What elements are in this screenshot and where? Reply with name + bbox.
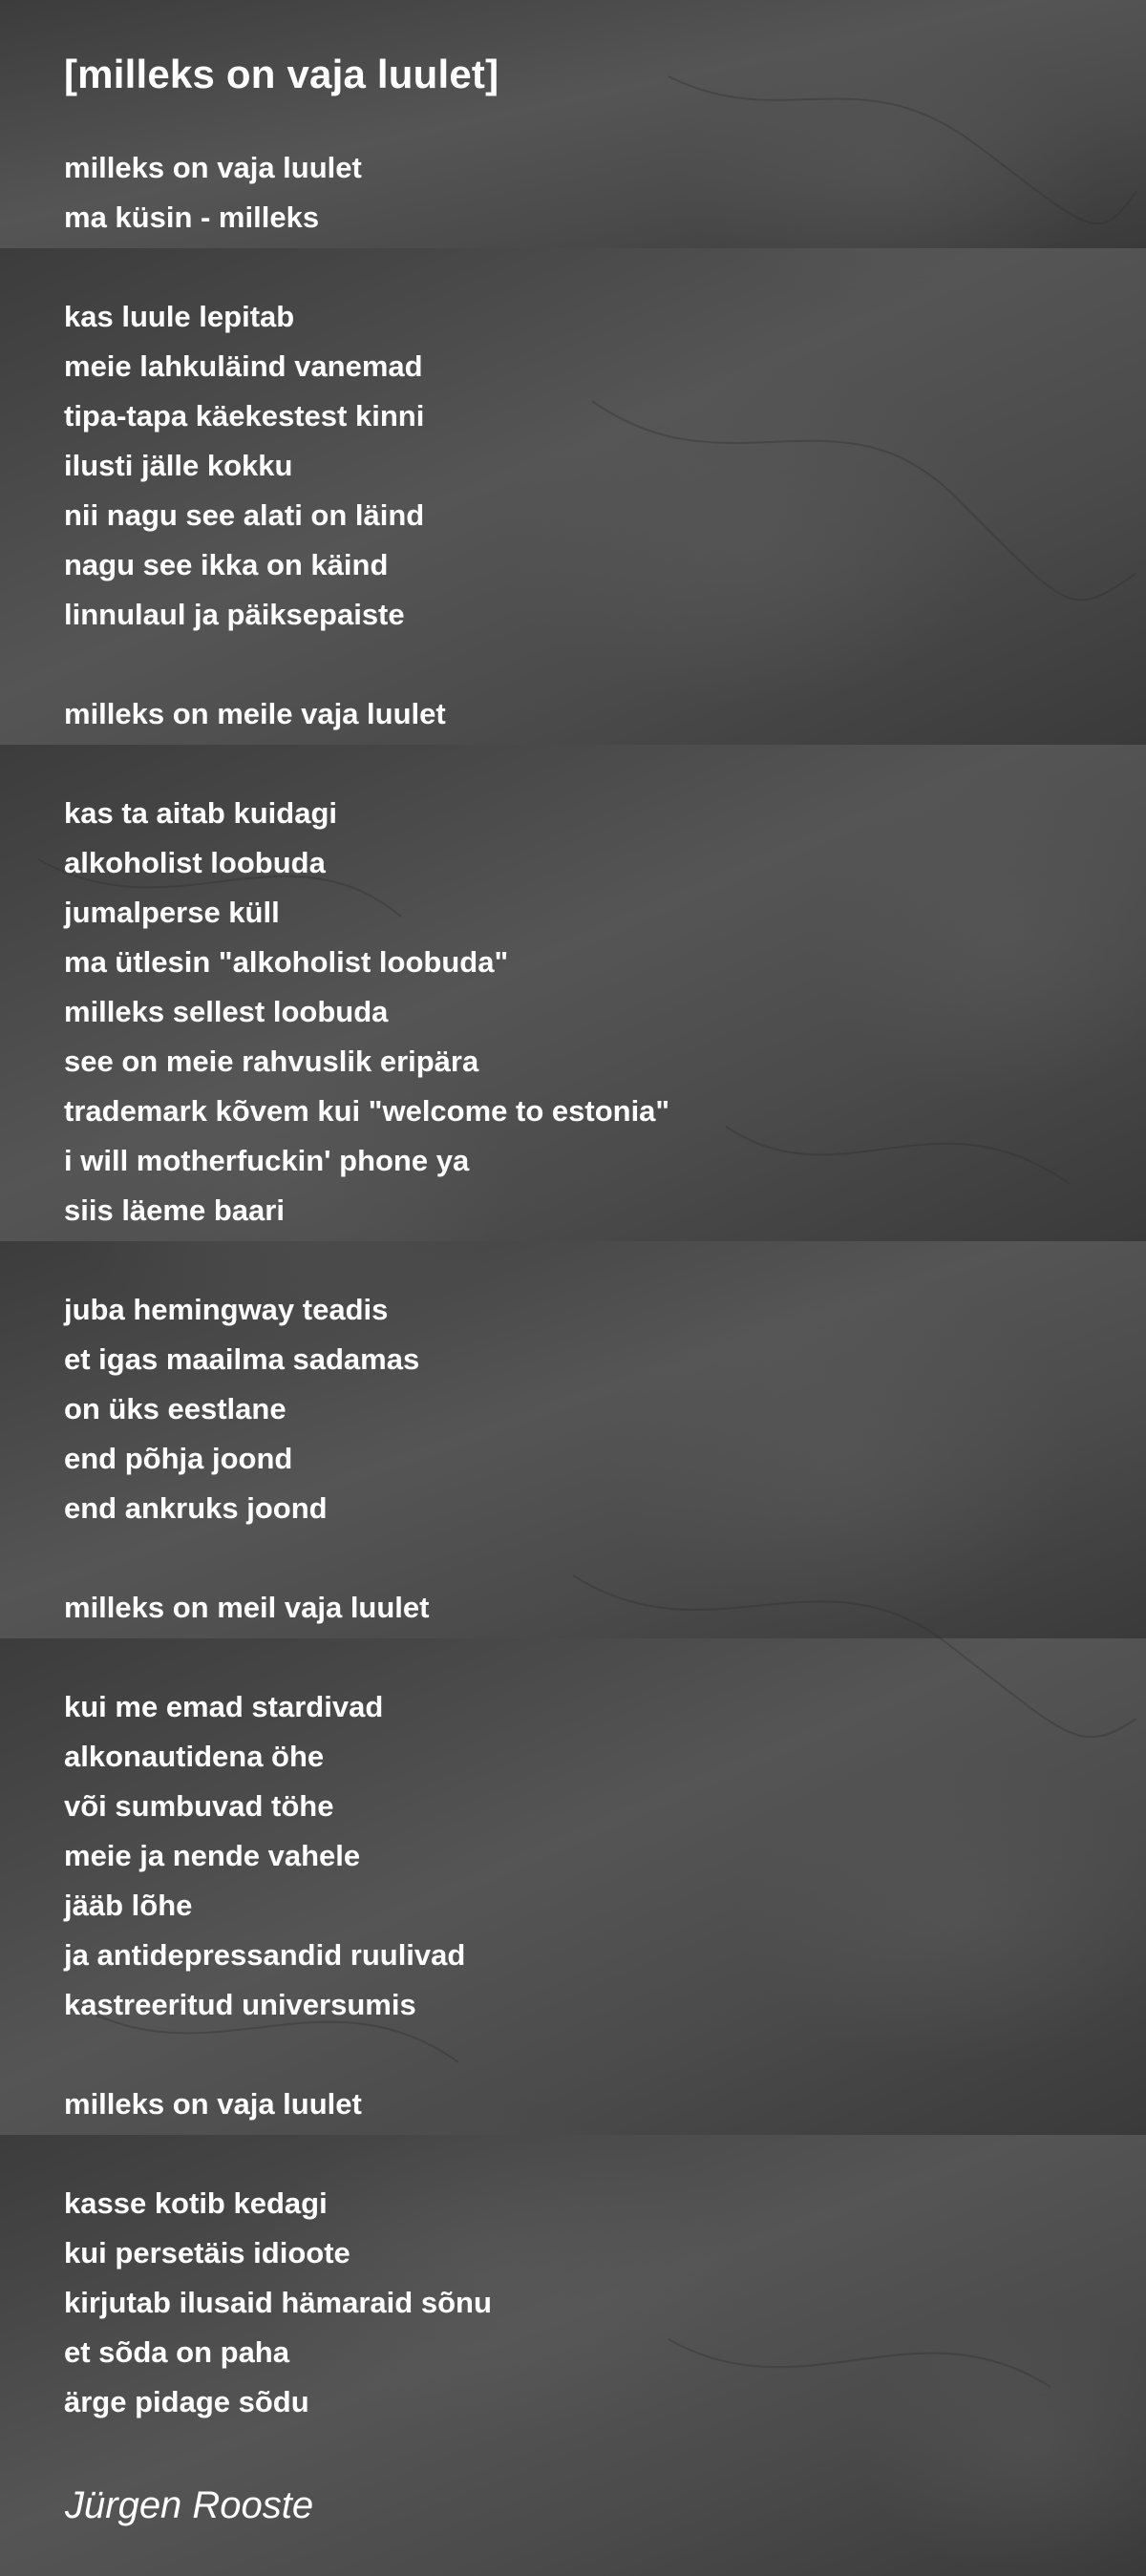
poem-stanza <box>64 1682 1095 2030</box>
poem-title: [milleks on vaja luulet] <box>64 52 499 96</box>
poem-line: milleks on meile vaja luulet <box>64 697 446 730</box>
poem-line: i will motherfuckin' phone ya <box>64 1144 470 1177</box>
poem-line: kas luule lepitab <box>64 300 295 333</box>
poem-line: nii nagu see alati on läind <box>64 498 425 532</box>
poem-stanzas <box>64 143 1095 2427</box>
poem-line: milleks sellest loobuda <box>64 995 389 1028</box>
poem-line: milleks on meil vaja luulet <box>64 1591 430 1624</box>
stanza-gap <box>64 1235 1095 1285</box>
stanza-gap <box>64 1533 1095 1583</box>
poem-stanza <box>64 2080 1095 2129</box>
poem-line: trademark kõvem kui "welcome to estonia" <box>64 1094 670 1128</box>
poem-line: et sõda on paha <box>64 2335 289 2369</box>
poem-line: jumalperse küll <box>64 896 280 929</box>
poem-author: Jürgen Rooste <box>65 2484 314 2526</box>
stanza-gap <box>64 640 1095 689</box>
poem-line: juba hemingway teadis <box>64 1293 389 1326</box>
poem-stanza <box>64 1583 1095 1633</box>
poem-line: alkoholist loobuda <box>64 846 326 879</box>
poem-line: kirjutab ilusaid hämaraid sõnu <box>64 2286 492 2319</box>
poem-line: ilusti jälle kokku <box>64 449 293 482</box>
poem-line: siis läeme baari <box>64 1193 285 1227</box>
poem-line: alkonautidena öhe <box>64 1740 325 1773</box>
poem-line: tipa-tapa käekestest kinni <box>64 399 425 433</box>
poem-body <box>64 50 1095 2427</box>
poem-line: ma ütlesin "alkoholist loobuda" <box>64 945 509 979</box>
poem-stanza <box>64 2179 1095 2427</box>
poem-line: end ankruks joond <box>64 1491 328 1525</box>
poem-stanza <box>64 789 1095 1235</box>
poem-line: milleks on vaja luulet <box>64 151 362 184</box>
poem-line: meie lahkuläind vanemad <box>64 349 423 383</box>
poem-line: kastreeritud universumis <box>64 1988 416 2021</box>
poem-line: ärge pidage sõdu <box>64 2385 309 2418</box>
stanza-gap <box>64 243 1095 292</box>
poem-line: kasse kotib kedagi <box>64 2186 328 2220</box>
stanza-gap <box>64 2129 1095 2179</box>
poem-line: nagu see ikka on käind <box>64 548 389 581</box>
poem-line: jääb lõhe <box>64 1889 193 1922</box>
poem-stanza <box>64 689 1095 739</box>
stanza-gap <box>64 1633 1095 1682</box>
stanza-gap <box>64 739 1095 789</box>
poem-line: et igas maailma sadamas <box>64 1342 420 1376</box>
poem-stanza <box>64 292 1095 640</box>
poem-line: on üks eestlane <box>64 1392 286 1425</box>
poem-line: ja antidepressandid ruulivad <box>64 1938 466 1972</box>
poem-line: ma küsin - milleks <box>64 201 320 234</box>
poem-line: see on meie rahvuslik eripära <box>64 1045 479 1078</box>
poem-stanza <box>64 1285 1095 1533</box>
poem-line: meie ja nende vahele <box>64 1839 361 1872</box>
poem-line: kas ta aitab kuidagi <box>64 796 337 830</box>
poem-line: linnulaul ja päiksepaiste <box>64 598 405 631</box>
poem-line: või sumbuvad töhe <box>64 1789 334 1823</box>
poem-line: kui me emad stardivad <box>64 1690 384 1723</box>
poem-line: milleks on vaja luulet <box>64 2087 362 2121</box>
stanza-gap <box>64 2030 1095 2080</box>
poem-line: end põhja joond <box>64 1442 293 1475</box>
poem-stanza <box>64 143 1095 243</box>
poem-line: kui persetäis idioote <box>64 2236 350 2270</box>
